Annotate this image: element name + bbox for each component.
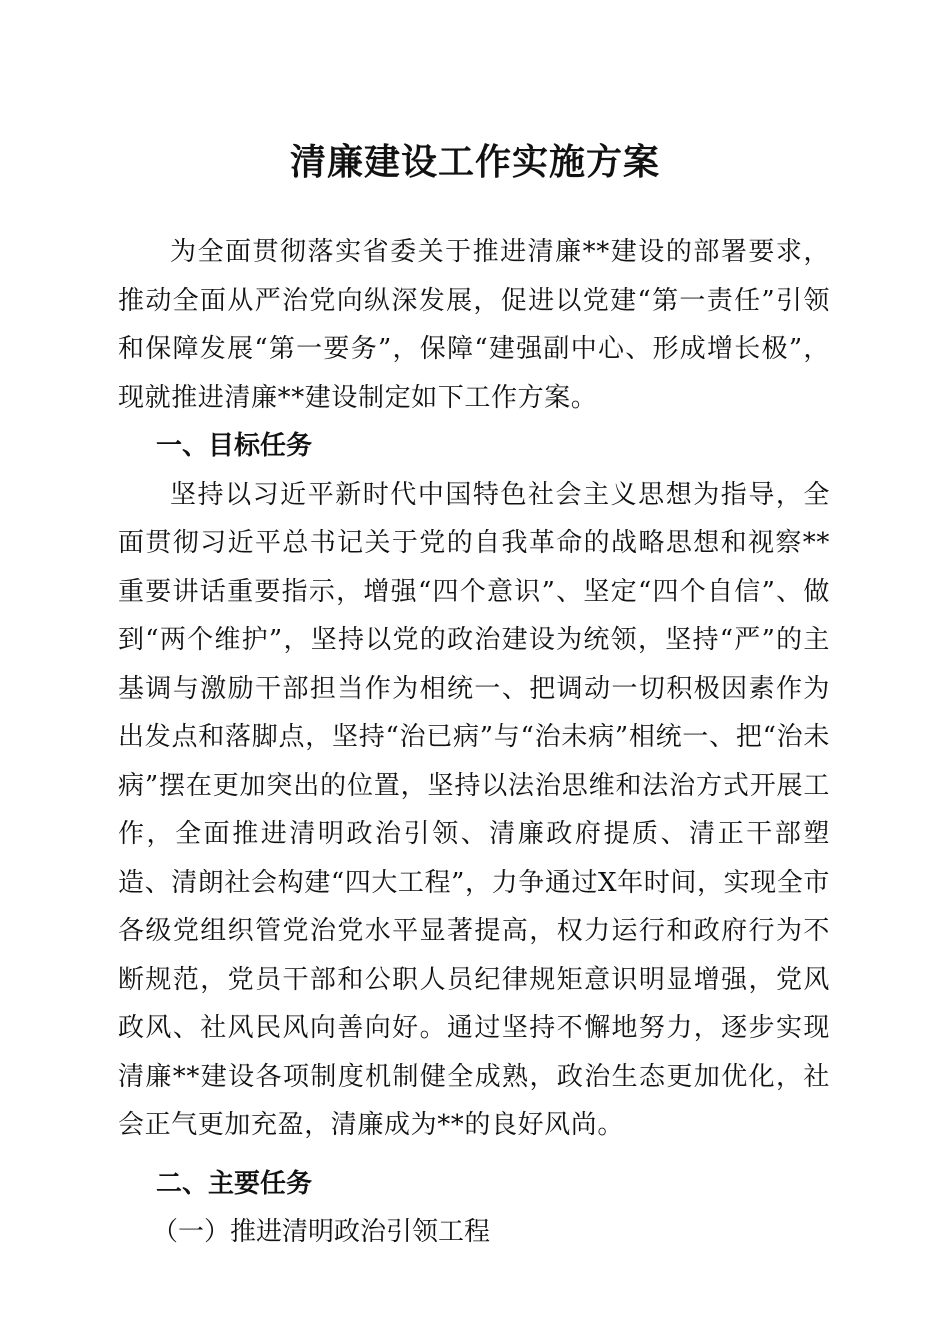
subsection-heading-political-leadership: （一）推进清明政治引领工程 <box>152 1217 491 1247</box>
document-title: 清廉建设工作实施方案 <box>289 141 660 183</box>
section-heading-goals: 一、目标任务 <box>156 431 313 461</box>
document-body <box>118 228 830 1257</box>
section-heading-main-tasks: 二、主要任务 <box>156 1168 313 1199</box>
goals-paragraph: 坚持以习近平新时代中国特色社会主义思想为指导，全面贯彻习近平总书记关于党的自我革命的战略思想和视察**重要讲话重要指示，增强“四个意识”、坚定“四个自信”、做到“两个维护”，坚持以党的政治建设为统领，坚持“严”的主基调与激励干部担当作为相统一、把调动一切积极因素作为出发点和落脚点，坚持“治已病”与“治未病”相统一、把“治未病”摆在更加突出的位置，坚持以法治思维和法治方式开展工作，全面推进清明政治引领、清廉政府提质、清正干部塑造、清朗社会构建“四大工程”，力争通过X年时间，实现全市各级党组织管党治党水平显著提高，权力运行和政府行为不断规范，党员干部和公职人员纪律规矩意识明显增强，党风政风、社风民风向善向好。通过坚持不懈地努力，逐步实现清廉**建设各项制度机制健全成熟，政治生态更加优化，社会正气更加充盈，清廉成为**的良好风尚。 <box>118 479 830 1140</box>
intro-paragraph: 为全面贯彻落实省委关于推进清廉**建设的部署要求，推动全面从严治党向纵深发展，促进以党建“第一责任”引领和保障发展“第一要务”，保障“建强副中心、形成增长极”，现就推进清廉**建设制定如下工作方案。 <box>118 237 830 413</box>
